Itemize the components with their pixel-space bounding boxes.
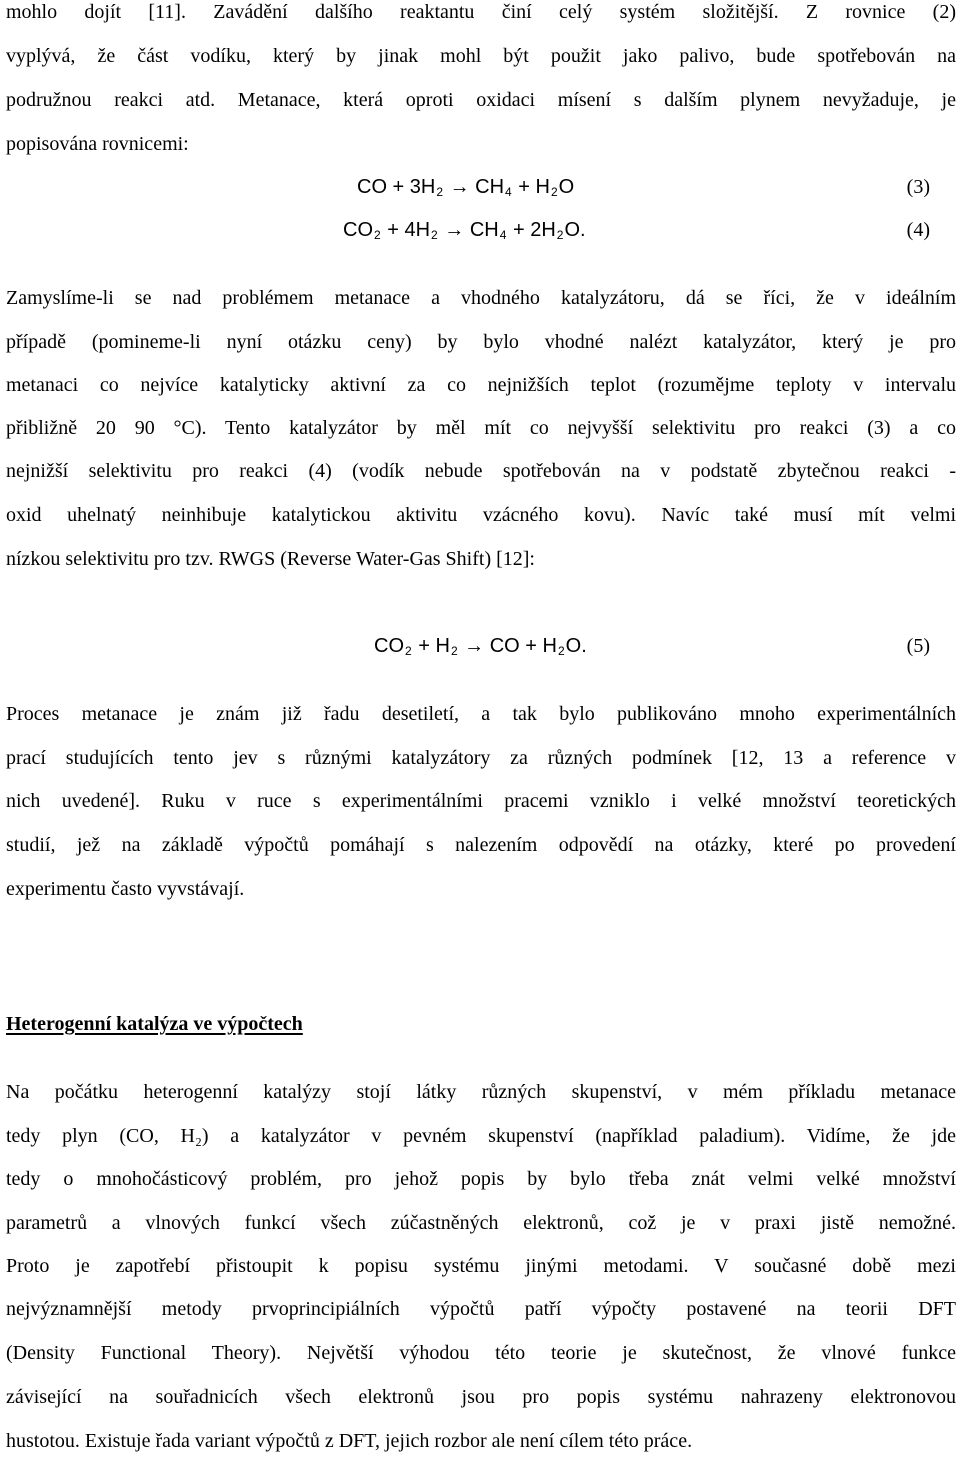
text-line: tedy o mnohočásticový problém, pro jehož popis by bylo třeba znát velmi velké množství <box>6 1168 956 1190</box>
equation-3-formula: CO + $3H_2 \to CH_4 + H_2O$ <box>357 176 575 199</box>
text-line: nich uvedené]. Ruku v ruce s experimentálními pracemi vzniklo i velké množství teoretických <box>6 790 956 812</box>
section-heading: Heterogenní katalýza ve výpočtech <box>6 1013 303 1035</box>
text-line: mohlo dojít [11]. Zavádění dalšího reaktantu činí celý systém složitější. Z rovnice (2) <box>6 1 956 23</box>
text-line: parametrů a vlnových funkcí všech zúčastněných elektronů, což je v praxi jistě nemožné. <box>6 1212 956 1234</box>
text-line: přibližně 20 90 °C). Tento katalyzátor by měl mít co nejvyšší selektivitu pro reakci (3) a co <box>6 417 956 439</box>
text-line: případě (pomineme-li nyní otázku ceny) by bylo vhodné nalézt katalyzátor, který je pro <box>6 331 956 353</box>
text-line: Na počátku heterogenní katalýzy stojí látky různých skupenství, v mém příkladu metanace <box>6 1081 956 1103</box>
text-line: oxid uhelnatý neinhibuje katalytickou aktivitu vzácného kovu). Navíc také musí mít velmi <box>6 504 956 526</box>
text-line: nejvýznamnější metody prvoprincipiálních výpočtů patří výpočty postavené na teorii DFT <box>6 1298 956 1320</box>
text-line: tedy plyn (CO, H₂) a katalyzátor v pevném skupenství (například paladium). Vidíme, že jde <box>6 1125 956 1147</box>
text-line: metanaci co nejvíce katalyticky aktivní za co nejnižších teplot (rozumějme teploty v intervalu <box>6 374 956 396</box>
text-line: experimentu často vyvstávají. <box>6 878 245 900</box>
text-line: nízkou selektivitu pro tzv. RWGS (Reverse Water-Gas Shift) [12]: <box>6 548 535 570</box>
equation-4-formula: $CO_2 + 4H_2 \to CH_4 + 2H_2O$. <box>343 219 586 242</box>
text-line: Zamyslíme-li se nad problémem metanace a vhodného katalyzátoru, dá se říci, že v ideálním <box>6 287 956 309</box>
text-line: Proto je zapotřebí přistoupit k popisu systému jinými metodami. V současné době mezi <box>6 1255 956 1277</box>
text-line: podružnou reakci atd. Metanace, která oproti oxidaci mísení s dalším plynem nevyžaduje, je <box>6 89 956 111</box>
text-line: nejnižší selektivitu pro reakci (4) (vodík nebude spotřebován na v podstatě zbytečnou reakci - <box>6 460 956 482</box>
equation-5-formula: $CO_2 + H_2$ → CO + $H_2O$. <box>374 635 587 658</box>
text-line: studií, jež na základě výpočtů pomáhají s nalezením odpovědí na otázky, které po provedení <box>6 834 956 856</box>
equation-3-number: (3) <box>906 176 930 198</box>
text-line: vyplývá, že část vodíku, který by jinak mohl být použit jako palivo, bude spotřebován na <box>6 45 956 67</box>
text-line: (Density Functional Theory). Největší výhodou této teorie je skutečnost, že vlnové funkce <box>6 1342 956 1364</box>
equation-5-number: (5) <box>906 635 930 657</box>
text-line: závisející na souřadnicích všech elektronů jsou pro popis systému nahrazeny elektronovou <box>6 1386 956 1408</box>
text-line: Proces metanace je znám již řadu desetiletí, a tak bylo publikováno mnoho experimentálních <box>6 703 956 725</box>
text-line: popisována rovnicemi: <box>6 133 189 155</box>
equation-4-number: (4) <box>906 219 930 241</box>
text-line: hustotou. Existuje řada variant výpočtů z DFT, jejich rozbor ale není cílem této práce. <box>6 1430 693 1452</box>
text-line: prací studujících tento jev s různými katalyzátory za různých podmínek [12, 13 a reference v <box>6 747 956 769</box>
